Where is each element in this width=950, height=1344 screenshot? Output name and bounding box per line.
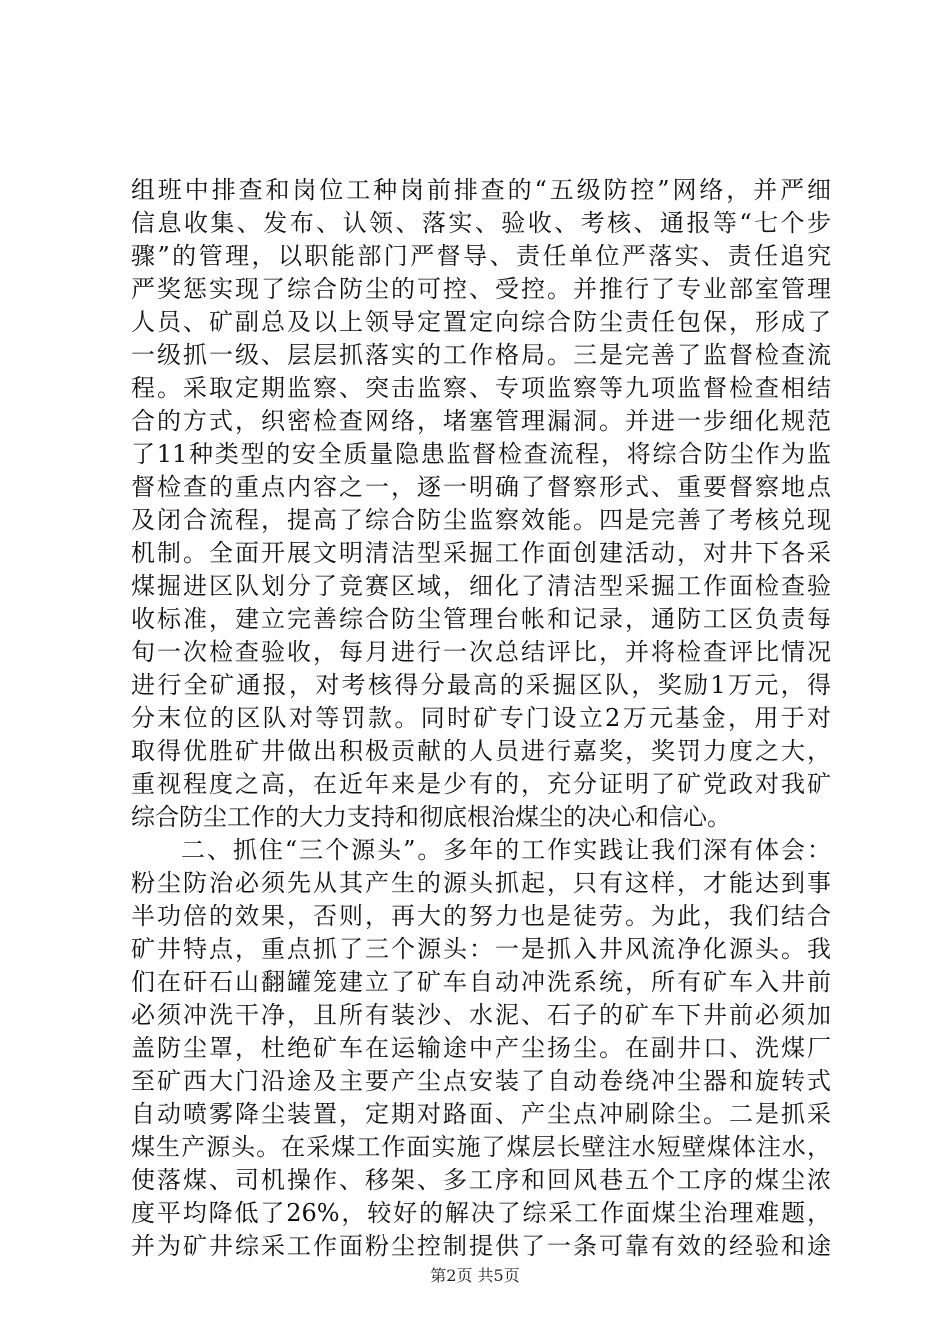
text-line: 半功倍的效果，否则，再大的努力也是徒劳。为此，我们结合 bbox=[131, 902, 831, 930]
text-line: 旬一次检查验收，每月进行一次总结评比，并将检查评比情况 bbox=[131, 638, 831, 666]
text-line: 分末位的区队对等罚款。同时矿专门设立2万元基金，用于对 bbox=[131, 704, 831, 732]
text-line: 一级抓一级、层层抓落实的工作格局。三是完善了监督检查流 bbox=[131, 341, 831, 369]
text-line: 合的方式，织密检查网络，堵塞管理漏洞。并进一步细化规范 bbox=[131, 407, 831, 435]
text-line: 矿井特点，重点抓了三个源头：一是抓入井风流净化源头。我 bbox=[131, 935, 831, 963]
text-line: 人员、矿副总及以上领导定置定向综合防尘责任包保，形成了 bbox=[131, 308, 831, 336]
text-line: 至矿西大门沿途及主要产尘点安装了自动卷绕冲尘器和旋转式 bbox=[131, 1067, 831, 1095]
text-line: 骤”的管理，以职能部门严督导、责任单位严落实、责任追究 bbox=[131, 242, 831, 270]
text-line: 程。采取定期监察、突击监察、专项监察等九项监督检查相结 bbox=[131, 374, 831, 402]
text-line: 粉尘防治必须先从其产生的源头抓起，只有这样，才能达到事 bbox=[131, 869, 831, 897]
text-line: 煤生产源头。在采煤工作面实施了煤层长壁注水短壁煤体注水， bbox=[131, 1133, 831, 1161]
text-line: 自动喷雾降尘装置，定期对路面、产尘点冲刷除尘。二是抓采 bbox=[131, 1100, 831, 1128]
text-line: 机制。全面开展文明清洁型采掘工作面创建活动，对井下各采 bbox=[131, 539, 831, 567]
text-line: 严奖惩实现了综合防尘的可控、受控。并推行了专业部室管理 bbox=[131, 275, 831, 303]
text-line: 使落煤、司机操作、移架、多工序和回风巷五个工序的煤尘浓 bbox=[131, 1166, 831, 1194]
text-line: 取得优胜矿井做出积极贡献的人员进行嘉奖，奖罚力度之大， bbox=[131, 737, 831, 765]
text-line: 必须冲洗干净，且所有装沙、水泥、石子的矿车下井前必须加 bbox=[131, 1001, 831, 1029]
text-line: 信息收集、发布、认领、落实、验收、考核、通报等“七个步 bbox=[131, 209, 831, 237]
text-line: 盖防尘罩，杜绝矿车在运输途中产尘扬尘。在副井口、洗煤厂 bbox=[131, 1034, 831, 1062]
text-line: 重视程度之高，在近年来是少有的，充分证明了矿党政对我矿 bbox=[131, 770, 831, 798]
paragraph-start-line: 二、抓住“三个源头”。多年的工作实践让我们深有体会： bbox=[181, 836, 831, 864]
page-number-footer: 第2页 共5页 bbox=[430, 1266, 520, 1285]
text-line: 组班中排查和岗位工种岗前排查的“五级防控”网络，并严细 bbox=[131, 176, 831, 204]
text-line: 及闭合流程，提高了综合防尘监察效能。四是完善了考核兑现 bbox=[131, 506, 831, 534]
text-line: 收标准，建立完善综合防尘管理台帐和记录，通防工区负责每 bbox=[131, 605, 831, 633]
text-line: 了11种类型的安全质量隐患监督检查流程，将综合防尘作为监 bbox=[131, 440, 831, 468]
text-line: 并为矿井综采工作面粉尘控制提供了一条可靠有效的经验和途 bbox=[131, 1232, 831, 1260]
text-line: 们在矸石山翻罐笼建立了矿车自动冲洗系统，所有矿车入井前 bbox=[131, 968, 831, 996]
text-line: 进行全矿通报，对考核得分最高的采掘区队，奖励1万元，得 bbox=[131, 671, 831, 699]
paragraph-end-line: 综合防尘工作的大力支持和彻底根治煤尘的决心和信心。 bbox=[131, 803, 731, 831]
text-line: 煤掘进区队划分了竞赛区域，细化了清洁型采掘工作面检查验 bbox=[131, 572, 831, 600]
text-line: 督检查的重点内容之一，逐一明确了督察形式、重要督察地点 bbox=[131, 473, 831, 501]
text-line: 度平均降低了26%，较好的解决了综采工作面煤尘治理难题， bbox=[131, 1199, 831, 1227]
document-body bbox=[131, 174, 831, 1263]
